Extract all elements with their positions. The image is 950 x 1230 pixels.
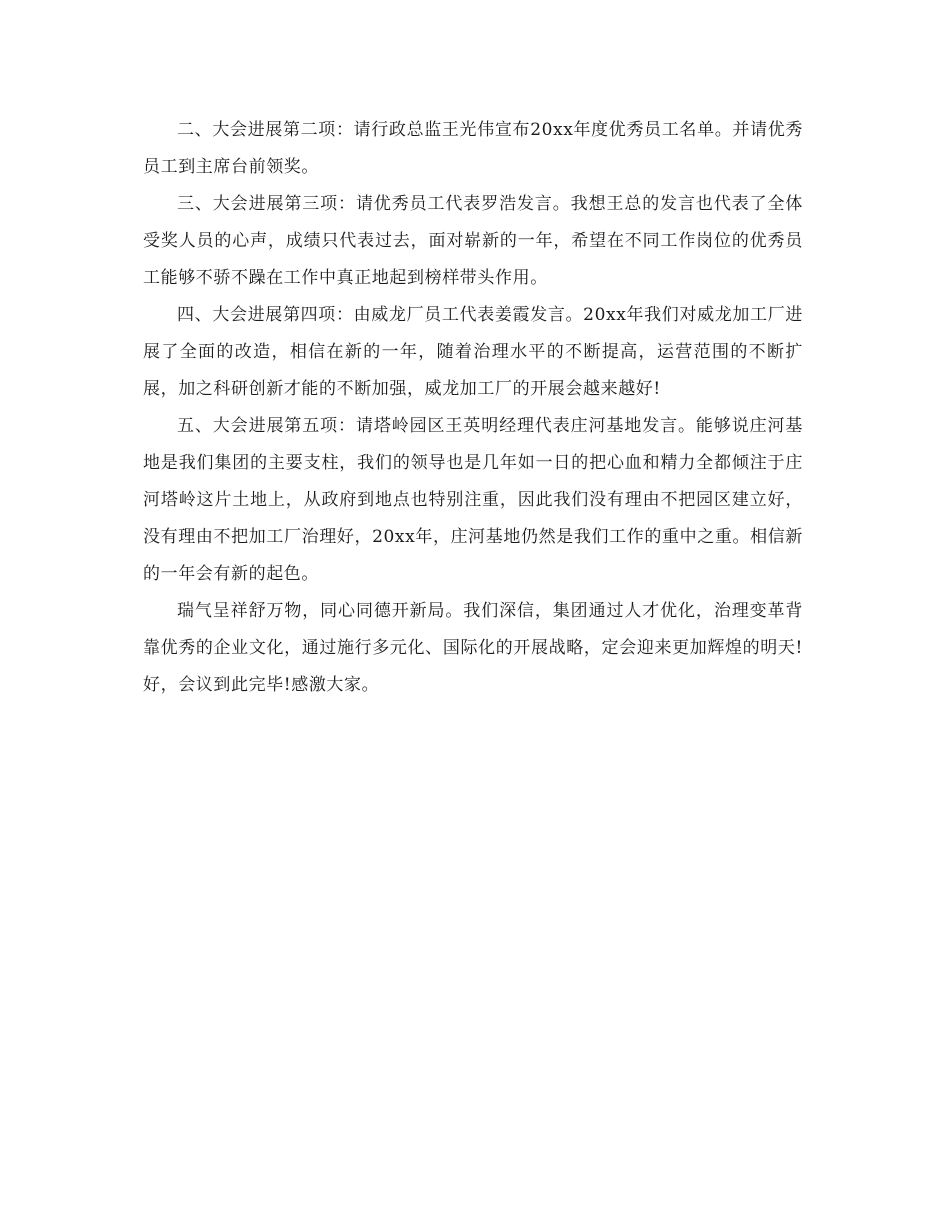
document-body: [143, 112, 803, 704]
paragraph-item-3: 三、大会进展第三项：请优秀员工代表罗浩发言。我想王总的发言也代表了全体受奖人员的心声，成绩只代表过去，面对崭新的一年，希望在不同工作岗位的优秀员工能够不骄不躁在工作中真正地起到榜样带头作用。: [143, 194, 803, 288]
paragraph-item-2: 二、大会进展第二项：请行政总监王光伟宣布20xx年度优秀员工名单。并请优秀员工到主席台前领奖。: [143, 120, 803, 177]
paragraph-item-4: 四、大会进展第四项：由威龙厂员工代表姜霞发言。20xx年我们对威龙加工厂进展了全面的改造，相信在新的一年，随着治理水平的不断提高，运营范围的不断扩展，加之科研创新才能的不断加强，威龙加工厂的开展会越来越好!: [143, 305, 803, 399]
paragraph-item-5: 五、大会进展第五项：请塔岭园区王英明经理代表庄河基地发言。能够说庄河基地是我们集团的主要支柱，我们的领导也是几年如一日的把心血和精力全都倾注于庄河塔岭这片土地上，从政府到地点也特别注重，因此我们没有理由不把园区建立好，没有理由不把加工厂治理好，20xx年，庄河基地仍然是我们工作的重中之重。相信新的一年会有新的起色。: [143, 416, 803, 584]
paragraph-closing: 瑞气呈祥舒万物，同心同德开新局。我们深信，集团通过人才优化，治理变革背靠优秀的企业文化，通过施行多元化、国际化的开展战略，定会迎来更加辉煌的明天!好，会议到此完毕!感激大家。: [143, 601, 803, 695]
